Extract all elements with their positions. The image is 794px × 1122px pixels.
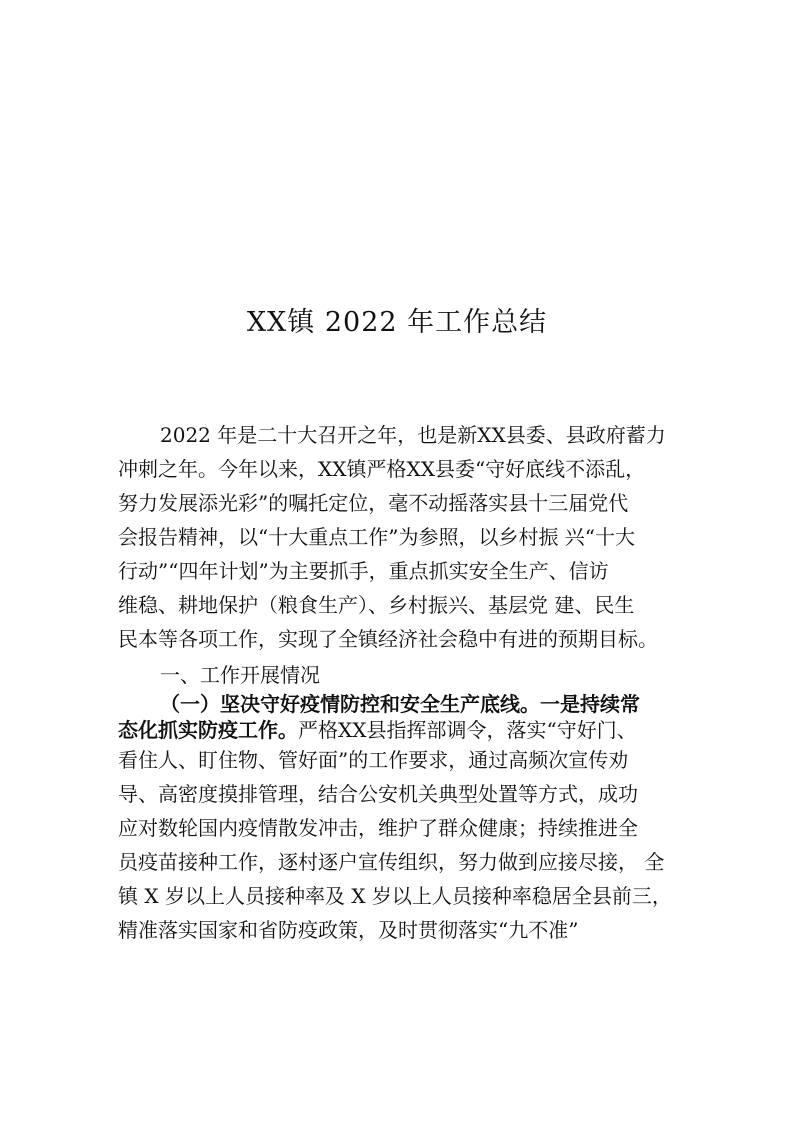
paragraph-line: 2022 年是二十大召开之年，也是新XX县委、县政府蓄力 bbox=[160, 423, 666, 447]
bold-run: 态化抓实防疫工作。 bbox=[118, 718, 298, 742]
paragraph-line: 员疫苗接种工作，逐村逐户宣传组织，努力做到应接尽接， 全 bbox=[118, 850, 665, 874]
paragraph-line: 冲刺之年。今年以来，XX镇严格XX县委“守好底线不添乱， bbox=[118, 457, 646, 481]
paragraph-line: 镇 X 岁以上人员接种率及 X 岁以上人员接种率稳居全县前三， bbox=[118, 884, 672, 908]
paragraph-line: 导、高密度摸排管理，结合公安机关典型处置等方式，成功 bbox=[118, 782, 638, 806]
paragraph-line bbox=[118, 713, 637, 747]
paragraph-line: 行动”“四年计划”为主要抓手，重点抓实安全生产、信访 bbox=[118, 559, 609, 583]
document-title: XX镇 2022 年工作总结 bbox=[246, 307, 548, 338]
section-heading: 一、工作开展情况 bbox=[160, 663, 320, 687]
paragraph-line: 看住人、盯住物、管好面”的工作要求，通过高频次宣传劝 bbox=[118, 748, 629, 772]
paragraph-line: 会报告精神，以“十大重点工作”为参照，以乡村振 兴“十大 bbox=[118, 525, 636, 549]
paragraph-line: 民本等各项工作，实现了全镇经济社会稳中有进的预期目标。 bbox=[118, 627, 658, 651]
text-run: 严格XX县指挥部调令，落实“守好门、 bbox=[298, 718, 637, 742]
paragraph-line: 精准落实国家和省防疫政策，及时贯彻落实“九不准” bbox=[118, 918, 579, 942]
paragraph-line: 维稳、耕地保护（粮食生产）、乡村振兴、基层党 建、民生 bbox=[118, 593, 635, 617]
paragraph-line: 应对数轮国内疫情散发冲击，维护了群众健康；持续推进全 bbox=[118, 816, 638, 840]
subsection-heading: （一）坚决守好疫情防控和安全生产底线。一是持续常 bbox=[160, 692, 640, 716]
paragraph-line: 努力发展添光彩”的嘱托定位，毫不动摇落实县十三届党代 bbox=[118, 491, 629, 515]
